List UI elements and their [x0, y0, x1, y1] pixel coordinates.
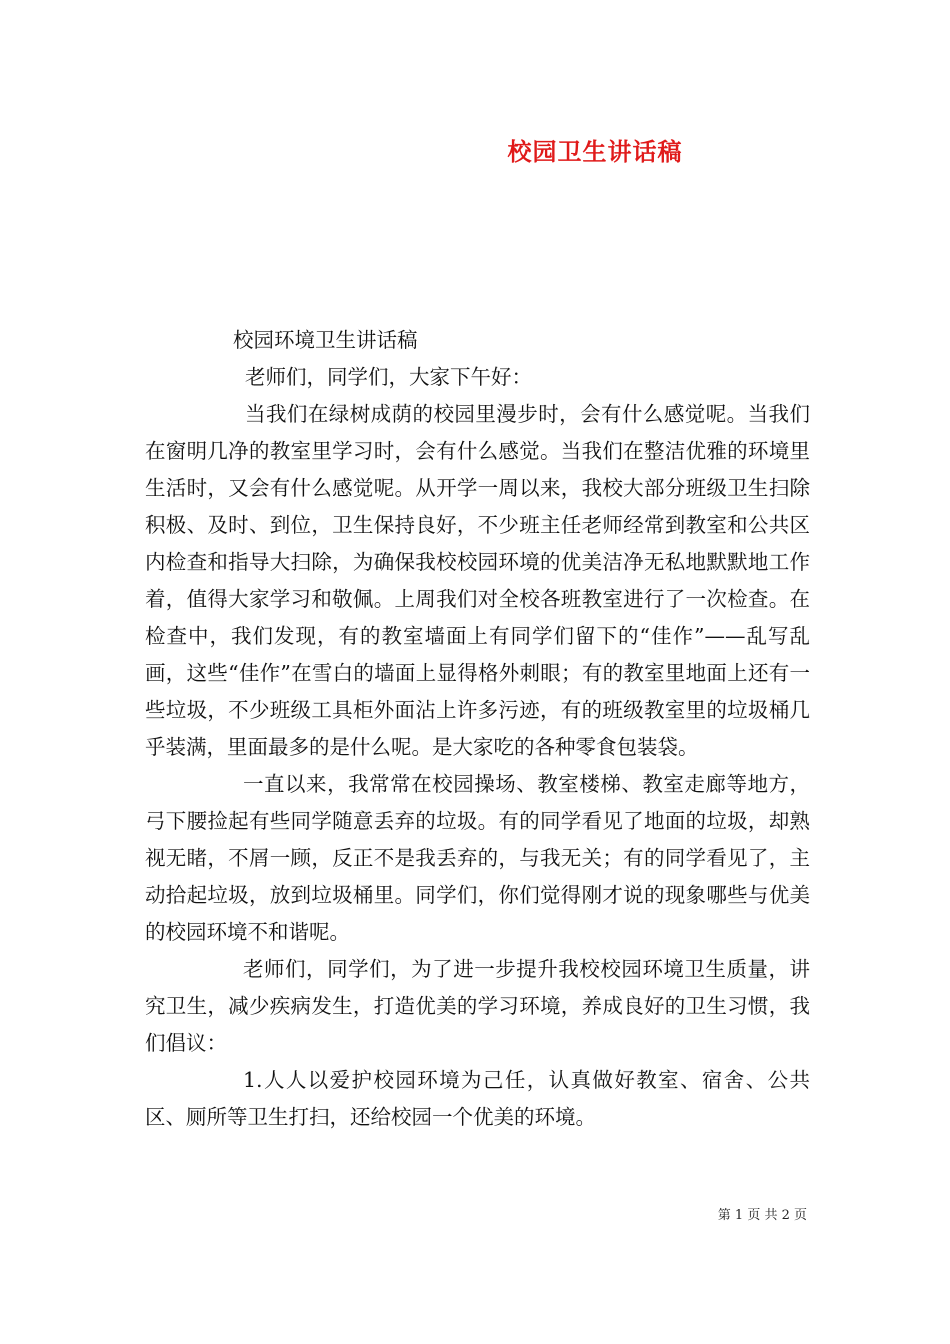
paragraph-3: 老师们，同学们，为了进一步提升我校校园环境卫生质量，讲究卫生，减少疾病发生，打造优美的学习环境，养成良好的卫生习惯，我们倡议：	[145, 957, 810, 1055]
greeting-line: 老师们，同学们，大家下午好：	[245, 365, 532, 389]
page-number-footer: 第 1 页 共 2 页	[717, 1208, 807, 1223]
paragraph-2: 一直以来，我常常在校园操场、教室楼梯、教室走廊等地方，弓下腰捡起有些同学随意丢弃的垃圾。有的同学看见了地面的垃圾，却熟视无睹，不屑一顾，反正不是我丢弃的，与我无关；有的同学看见了，主动拾起垃圾，放到垃圾桶里。同学们，你们觉得刚才说的现象哪些与优美的校园环境不和谐呢。	[145, 772, 810, 944]
paragraph-4: 1.人人以爱护校园环境为己任，认真做好教室、宿舍、公共区、厕所等卫生打扫，还给校园一个优美的环境。	[145, 1068, 810, 1129]
document-title: 校园卫生讲话稿	[507, 137, 683, 166]
paragraph-1: 当我们在绿树成荫的校园里漫步时，会有什么感觉呢。当我们在窗明几净的教室里学习时，会有什么感觉。当我们在整洁优雅的环境里生活时，又会有什么感觉呢。从开学一周以来，我校大部分班级卫生扫除积极、及时、到位，卫生保持良好，不少班主任老师经常到教室和公共区内检查和指导大扫除，为确保我校校园环境的优美洁净无私地默默地工作着，值得大家学习和敬佩。上周我们对全校各班教室进行了一次检查。在检查中，我们发现，有的教室墙面上有同学们留下的“佳作”——乱写乱画，这些“佳作”在雪白的墙面上显得格外刺眼；有的教室里地面上还有一些垃圾，不少班级工具柜外面沾上许多污迹，有的班级教室里的垃圾桶几乎装满，里面最多的是什么呢。是大家吃的各种零食包装袋。	[145, 402, 810, 759]
document-body	[145, 322, 810, 1136]
document-subtitle: 校园环境卫生讲话稿	[233, 328, 418, 352]
